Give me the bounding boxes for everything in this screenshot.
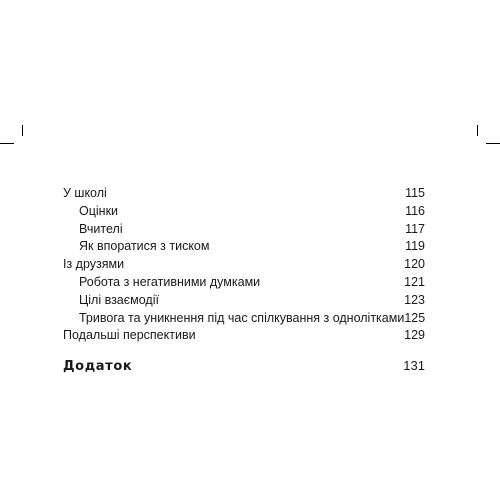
toc-entry-pressure — [63, 238, 425, 256]
crop-mark-left-vertical — [22, 125, 23, 136]
crop-mark-right-vertical — [477, 125, 478, 136]
toc-entry-title: Оцінки — [79, 203, 119, 218]
toc-entry-page: 129 — [404, 328, 425, 343]
toc-entry-negative-thoughts — [63, 274, 425, 292]
toc-entry-page: 125 — [404, 310, 426, 325]
toc-entry-title: Тривога та уникнення під час спілкування з однолітками — [79, 310, 405, 325]
toc-entry-page: 115 — [405, 186, 425, 200]
toc-entry-title: Робота з негативними думками — [79, 274, 261, 289]
toc-entry-at-school — [63, 185, 425, 203]
toc-entry-page: 119 — [405, 239, 425, 254]
toc-entry-page: 116 — [405, 203, 425, 218]
table-of-contents — [63, 185, 425, 375]
toc-entry-teachers — [63, 221, 425, 239]
toc-entry-page: 120 — [404, 257, 425, 272]
toc-entry-title: Подальші перспективи — [63, 328, 196, 343]
toc-entry-interaction-goals — [63, 292, 425, 310]
toc-entry-title: У школі — [63, 186, 107, 200]
toc-entry-further-perspectives — [63, 327, 425, 345]
toc-entry-title: Вчителі — [79, 221, 123, 236]
toc-entry-page: 121 — [404, 274, 425, 289]
toc-entry-title: Цілі взаємодії — [79, 292, 159, 307]
toc-entry-appendix — [63, 357, 425, 375]
crop-mark-left-horizontal — [0, 143, 14, 144]
toc-entry-title: Як впоратися з тиском — [79, 239, 210, 254]
toc-entry-page: 123 — [404, 292, 425, 307]
toc-entry-title: Із друзями — [63, 257, 125, 272]
toc-entry-page: 117 — [405, 221, 425, 236]
toc-appendix-page: 131 — [403, 358, 425, 374]
toc-entry-anxiety-avoidance — [63, 310, 425, 328]
crop-mark-right-horizontal — [486, 143, 500, 144]
toc-entry-with-friends — [63, 256, 425, 274]
toc-entry-grades — [63, 203, 425, 221]
toc-appendix-title: Додаток — [63, 359, 133, 375]
